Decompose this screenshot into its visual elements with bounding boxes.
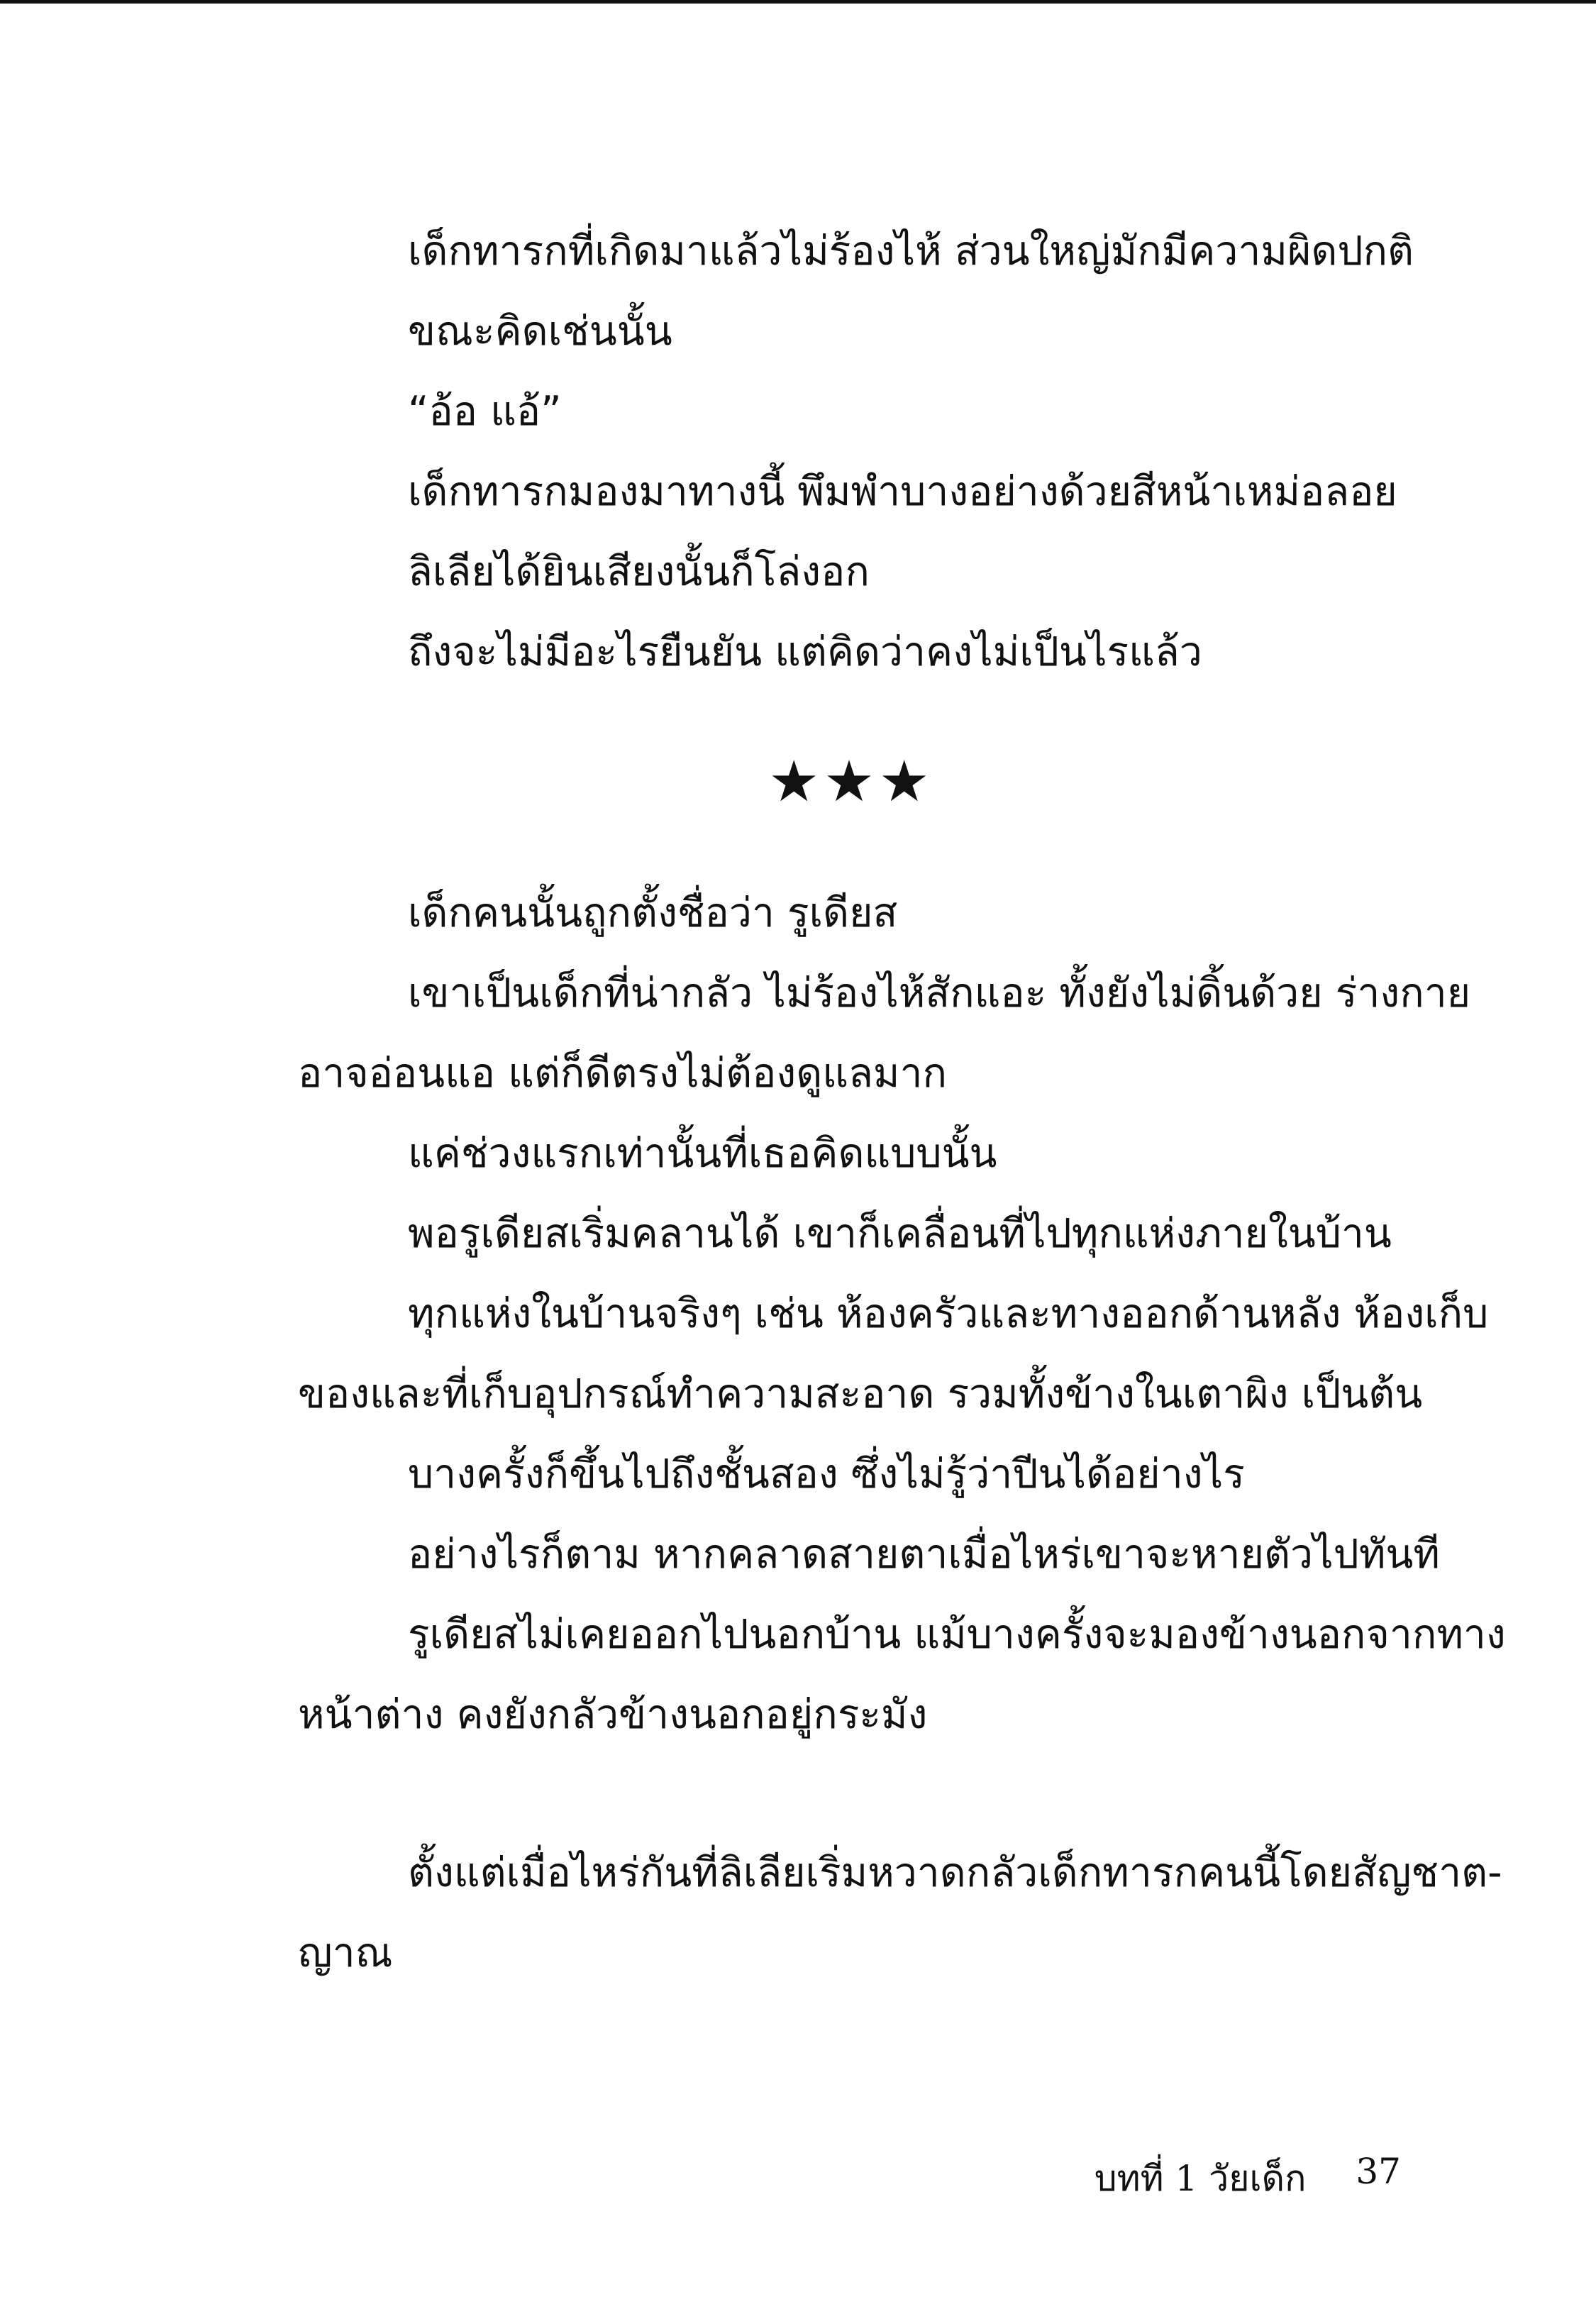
text-line: “อ้อ แอ้” [408,388,562,435]
book-page-body [298,211,1506,1993]
text-line: เด็กคนนั้นถูกตั้งชื่อว่า รูเดียส [408,890,898,936]
text-line: เด็กทารกที่เกิดมาแล้วไม่ร้องไห้ ส่วนใหญ่มักมีความผิดปกติ [408,228,1414,275]
section-divider-stars: ★★★ [768,748,934,814]
text-line: อย่างไรก็ตาม หากคลาดสายตาเมื่อไหร่เขาจะหายตัวไปทันที [408,1531,1440,1578]
paragraph-gap [298,1755,1404,1833]
chapter-title: บทที่ 1 วัยเด็ก [1094,2158,1307,2199]
text-line: แค่ช่วงแรกเท่านั้นที่เธอคิดแบบนั้น [408,1130,997,1177]
text-line: เขาเป็นเด็กที่น่ากลัว ไม่ร้องไห้สักแอะ ทั้งยังไม่ดิ้นด้วย ร่างกาย [408,970,1471,1017]
text-line: ญาณ [298,1930,393,1976]
top-border-rule [0,0,1596,4]
text-line: อาจอ่อนแอ แต่ก็ดีตรงไม่ต้องดูแลมาก [298,1050,948,1097]
paragraph-block-3 [298,1833,1502,1993]
text-line: พอรูเดียสเริ่มคลานได้ เขาก็เคลื่อนที่ไปทุกแห่งภายในบ้าน [408,1210,1392,1257]
text-line: ทุกแห่งในบ้านจริงๆ เช่น ห้องครัวและทางออกด้านหลัง ห้องเก็บ [408,1290,1489,1337]
paragraph-block-2 [298,873,1506,1755]
page-footer [1095,2151,1401,2207]
text-line: ของและที่เก็บอุปกรณ์ทำความสะอาด รวมทั้งข้างในเตาผิง เป็นต้น [298,1371,1423,1417]
text-line: บางครั้งก็ขึ้นไปถึงชั้นสอง ซึ่งไม่รู้ว่าปีนได้อย่างไร [408,1451,1245,1498]
text-line: รูเดียสไม่เคยออกไปนอกบ้าน แม้บางครั้งจะมองข้างนอกจากทาง [408,1611,1506,1658]
text-line: ถึงจะไม่มีอะไรยืนยัน แต่คิดว่าคงไม่เป็นไรแล้ว [408,629,1202,675]
text-line: หน้าต่าง คงยังกลัวข้างนอกอยู่กระมัง [298,1691,928,1738]
text-line: ตั้งแต่เมื่อไหร่กันที่ลิเลียเริ่มหวาดกลัวเด็กทารกคนนี้โดยสัญชาต- [408,1849,1502,1896]
page-number: 37 [1356,2151,1401,2192]
paragraph-block-1 [298,211,1414,692]
text-line: ลิเลียได้ยินเสียงนั้นก็โล่งอก [408,548,870,595]
text-line: เด็กทารกมองมาทางนี้ พึมพำบางอย่างด้วยสีหน้าเหม่อลอย [408,468,1397,515]
text-line: ขณะคิดเช่นนั้น [408,308,672,355]
